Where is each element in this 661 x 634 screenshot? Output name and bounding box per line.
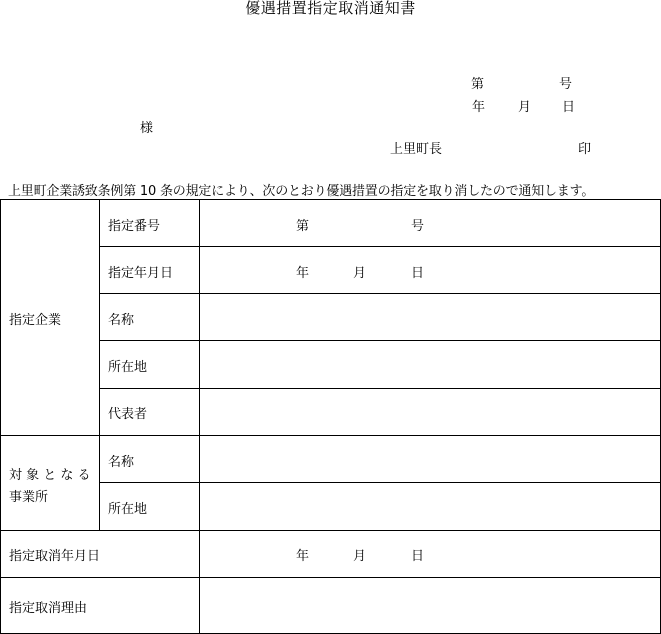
notice-body-text: 上里町企業誘致条例第 10 条の規定により、次のとおり優遇措置の指定を取り消したので通知します。	[8, 184, 595, 199]
notice-form-table	[0, 199, 661, 634]
issue-date-year: 年	[472, 100, 486, 115]
target-business-label-line2: 事業所	[9, 490, 49, 505]
designated-company-label: 指定企業	[9, 313, 62, 328]
document-number-suffix: 号	[559, 77, 573, 92]
row-divider	[99, 482, 661, 483]
group-divider	[0, 435, 661, 436]
designation-date-year: 年	[296, 266, 310, 281]
cancel-date-day: 日	[411, 549, 425, 564]
company-representative-label: 代表者	[108, 407, 148, 422]
group-column-divider	[99, 199, 100, 530]
designation-date-label: 指定年月日	[108, 266, 174, 281]
designation-date-month: 月	[353, 266, 367, 281]
document-number-prefix: 第	[471, 77, 485, 92]
table-border-left	[0, 199, 1, 634]
cancel-date-month: 月	[353, 549, 367, 564]
row-divider	[99, 293, 661, 294]
designation-number-prefix: 第	[296, 219, 310, 234]
sender-name: 上里町長	[390, 142, 443, 157]
cancel-date-year: 年	[296, 549, 310, 564]
row-divider	[99, 388, 661, 389]
issue-date-day: 日	[562, 100, 576, 115]
company-address-label: 所在地	[108, 360, 148, 375]
seal-mark: 印	[578, 142, 592, 157]
group-divider	[0, 577, 661, 578]
addressee-suffix: 様	[140, 121, 154, 136]
group-divider	[0, 530, 661, 531]
value-column-divider	[199, 199, 200, 634]
cancel-date-label: 指定取消年月日	[9, 549, 101, 564]
target-business-label-line1: 対 象 と な る	[9, 468, 91, 483]
company-name-label: 名称	[108, 313, 135, 328]
document-title: 優遇措置指定取消通知書	[245, 0, 416, 17]
row-divider	[99, 340, 661, 341]
cancel-reason-label: 指定取消理由	[9, 601, 88, 616]
designation-number-label: 指定番号	[108, 219, 161, 234]
issue-date-month: 月	[518, 100, 532, 115]
designation-date-day: 日	[411, 266, 425, 281]
business-address-label: 所在地	[108, 502, 148, 517]
row-divider	[99, 246, 661, 247]
business-name-label: 名称	[108, 455, 135, 470]
designation-number-suffix: 号	[411, 219, 425, 234]
